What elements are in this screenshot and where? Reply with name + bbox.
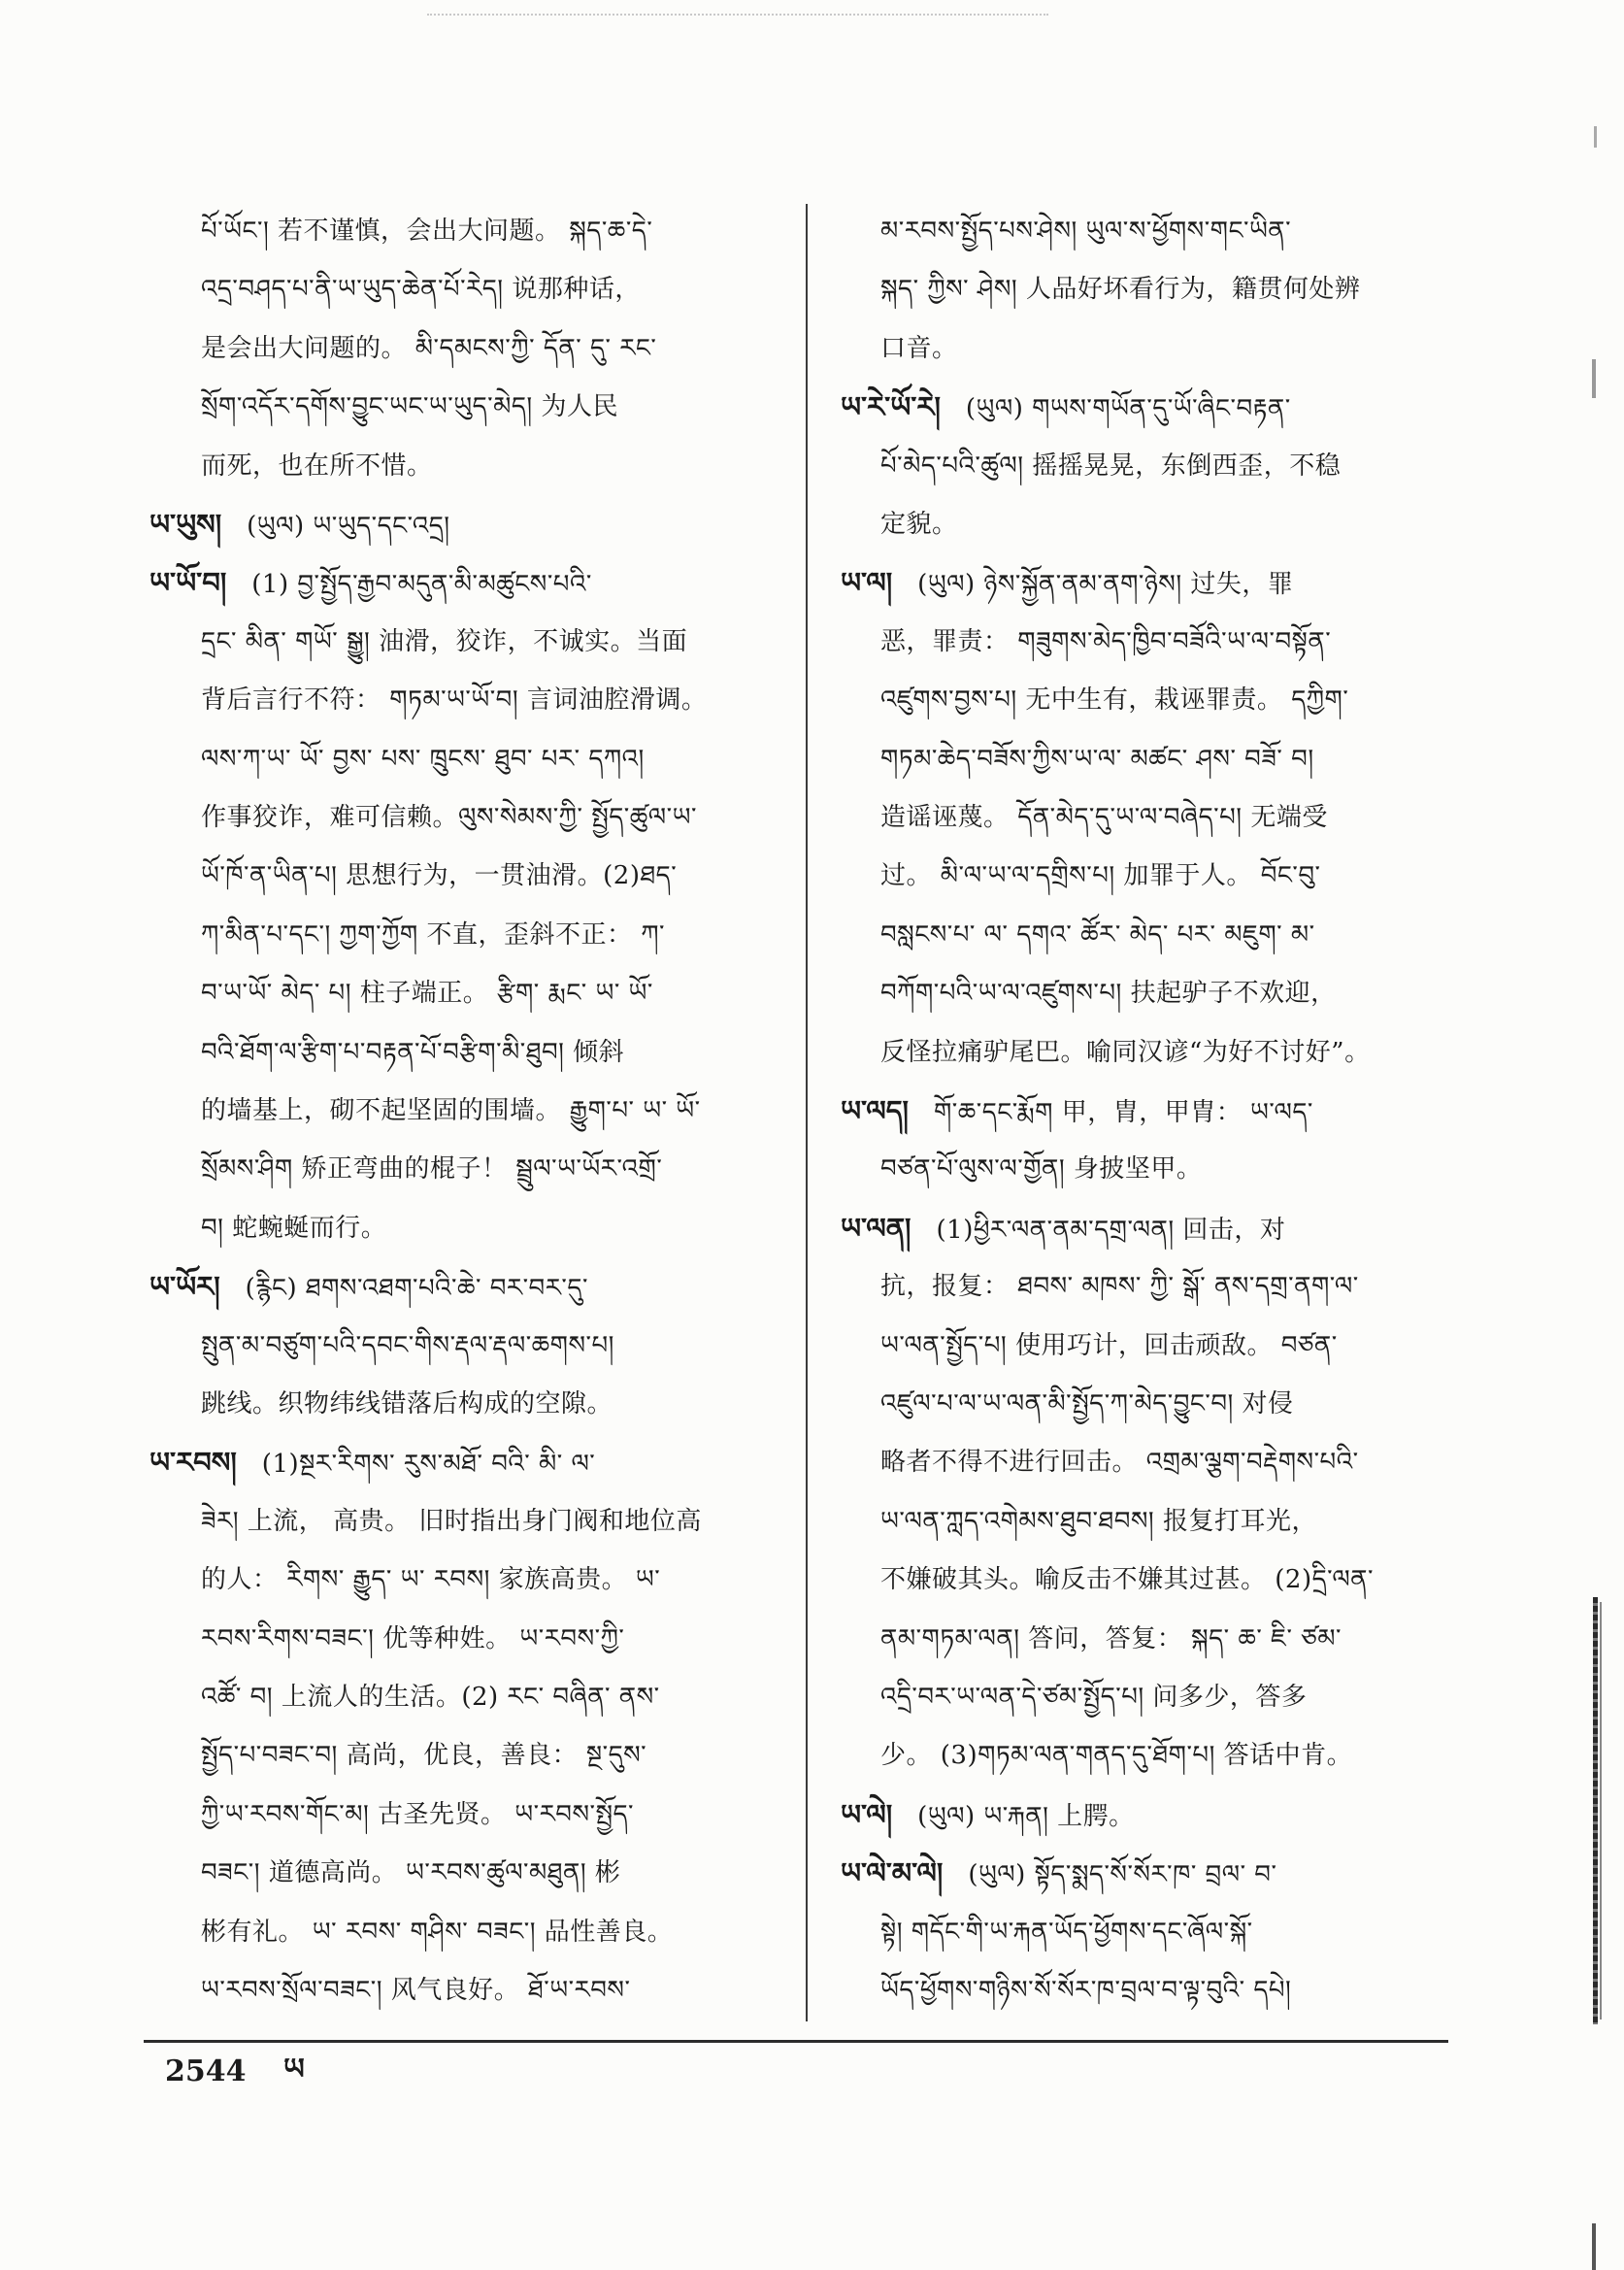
definition-text: 过。 མི་ལ་ཡ་ལ་དགྲིས་པ། 加罪于人。 བོང་བུ་ [880,861,1321,891]
headword: ཡ་ལེ། [841,1797,893,1831]
scan-edge-mark [1592,2223,1596,2270]
text-line [201,1668,779,1726]
footer-rule [144,2040,1448,2043]
page-number: 2544 [165,2054,247,2088]
text-line [201,613,779,671]
definition-text: ཡ་རབས་སྲོལ་བཟང་། 风气良好。 ཐོ་ཡ་རབས་ [201,1976,631,2005]
entry-headword-line [841,1199,1480,1257]
text-line [880,730,1480,788]
definition-text: འཚོ་ བ། 上流人的生活。(2) རང་ བཞིན་ ནས་ [201,1683,660,1712]
text-line [201,1375,779,1433]
definition-text: 少。 (3)གཏམ་ལན་གནད་དུ་ཐོག་པ། 答话中肯。 [880,1741,1353,1771]
definition-text: གོ་ཆ་དང་རྨོག 甲，胄，甲胄： ཡ་ལད་ [933,1098,1313,1127]
text-line [201,319,779,378]
definition-text: 口音。 [880,333,958,363]
definition-text: ཟེར། 上流， 高贵。 旧时指出身门阀和地位高 [201,1506,702,1536]
definition-text: པོ་ཡོང་། 若不谨慎，会出大问题。 སྐད་ཆ་དེ་ [201,217,653,246]
text-line [880,1610,1480,1668]
definition-text: 作事狡诈，难可信赖。ལུས་སེམས་ཀྱི་ སྤྱོད་ཚུལ་ཡ་ [201,803,697,832]
headword: ཡ་ཡུས། [149,508,222,541]
text-line [880,613,1480,671]
definition-text: 跳线。织物纬线错落后构成的空隙。 [201,1389,613,1419]
definition-text: 反怪拉痛驴尾巴。喻同汉谚“为好不讨好”。 [880,1037,1371,1067]
definition-text: 彬有礼。 ཡ་ རབས་ གཤིས་ བཟང་། 品性善良。 [201,1917,674,1947]
text-line [201,671,779,729]
definition-text: 定貌。 [880,510,958,539]
text-line [201,1317,779,1375]
scan-edge-mark [1593,1597,1598,2024]
text-line [201,1023,779,1082]
definition-text: འཛུགས་བྱས་པ། 无中生有，栽诬罪责。 དཀྱིག་ [880,685,1349,716]
definition-text: (ཡུལ) ཉེས་སྐྱོན་ནམ་ནག་ཉེས། 过失，罪 [917,570,1294,600]
text-line [201,202,779,260]
headword: ཡ་ལན། [841,1211,911,1245]
text-line [880,495,1480,553]
headword: ཡ་རེ་ཡོ་རེ། [841,390,941,424]
definition-text: (ཡུལ) ཡ་རྐན། 上腭。 [917,1801,1135,1831]
text-line [880,906,1480,964]
text-line [201,437,779,495]
text-line [201,964,779,1022]
definition-text: བ། 蛇蜿蜒而行。 [201,1213,387,1243]
text-line [880,1961,1480,2020]
definition-text: (རྙིང) ཐགས་འཐག་པའི་ཆེ་ བར་བར་དུ་ [245,1274,588,1304]
definition-text: ཀ་མིན་པ་དང་། ཀྱག་ཀྱོག 不直，歪斜不正： ཀ་ [201,919,665,950]
text-line [201,788,779,847]
text-line [880,788,1480,847]
column-divider [806,204,808,2021]
definition-text: 是会出大问题的。 མི་དམངས་ཀྱི་ དོན་ དུ་ རང་ [201,333,657,363]
text-line [880,1492,1480,1551]
left-column [146,202,779,2023]
scan-edge-mark [1592,359,1596,398]
text-line [880,671,1480,729]
definition-text: (1)ཕྱིར་ལན་ནམ་དགྲ་ལན། 回击，对 [936,1215,1286,1245]
text-line [201,1082,779,1140]
text-line [201,730,779,788]
text-line [201,1610,779,1668]
definition-text: བ་ཡ་ཡོ་ མེད་ པ། 柱子端正。 རྩིག་ རྨང་ ཡ་ ཡོ་ [201,979,653,1009]
headword: ཡ་ཡོར། [149,1270,220,1304]
text-line [201,1140,779,1198]
definition-text: (1) བྱ་སྤྱོད་རྒྱབ་མདུན་མི་མཚུངས་པའི་ [251,570,592,600]
text-line [880,260,1480,318]
text-line [880,1140,1480,1198]
text-line [880,202,1480,260]
headword: ཡ་ལད། [841,1094,909,1127]
definition-text: གཏམ་ཆེད་བཟོས་ཀྱིས་ཡ་ལ་ མཚང་ ཤས་ བཟོ་ བ། [880,744,1314,774]
definition-text: 的人： རིགས་ རྒྱུད་ ཡ་ རབས། 家族高贵。 ཡ་ [201,1565,661,1595]
right-column [835,202,1480,2023]
text-line [880,1433,1480,1491]
definition-text: བཀོག་པའི་ཡ་ལ་འཛུགས་པ། 扶起驴子不欢迎， [880,979,1337,1009]
entry-headword-line [841,378,1480,436]
entry-headword-line [149,1257,779,1316]
definition-text: 不嫌破其头。喻反击不嫌其过甚。 (2)དྲི་ལན་ [880,1565,1374,1595]
entry-headword-line [841,553,1480,612]
definition-text: (ཡུལ) སྟོད་སྨད་སོ་སོར་ཁ་ བྲལ་ བ་ [968,1860,1277,1890]
definition-text: བཙན་པོ་ལུས་ལ་གྱོན། 身披坚甲。 [880,1154,1203,1185]
definition-text: ཀྱི་ཡ་རབས་གོང་མ། 古圣先贤。 ཡ་རབས་སྤྱོད་ [201,1799,635,1829]
definition-text: དྲང་ མིན་ གཡོ་ སྒྱུ། 油滑，狡诈，不诚实。当面 [201,626,688,656]
definition-text: པོ་མེད་པའི་ཚུལ། 摇摇晃晃，东倒西歪，不稳 [880,451,1342,481]
headword: ཡ་ཡོ་བ། [149,566,227,600]
text-line [880,1375,1480,1433]
definition-text: (ཡུལ) གཡས་གཡོན་དུ་ཡོ་ཞིང་བརྟན་ [965,394,1291,424]
definition-text: 略者不得不进行回击。 འགྲམ་ལྕག་བརྡེགས་པའི་ [880,1448,1359,1478]
text-line [201,1492,779,1551]
definition-text: སྐད་ ཀྱིས་ ཤེས། 人品好坏看行为，籍贯何处辨 [880,275,1361,305]
text-line [880,1551,1480,1609]
scan-edge-mark [1594,126,1597,148]
definition-text: བཟང་། 道德高尚。 ཡ་རབས་ཚུལ་མཐུན། 彬 [201,1858,621,1888]
text-line [880,1903,1480,1961]
text-line [880,1257,1480,1316]
text-line [880,964,1480,1022]
definition-text: ཡོད་ཕྱོགས་གཉིས་སོ་སོར་ཁ་བྲལ་བ་ལྟ་བུའི་ དཔེ། [880,1976,1292,2005]
definition-text: 的墙基上，砌不起坚固的围墙。 རྒྱུག་པ་ ཡ་ ཡོ་ [201,1096,701,1125]
definition-text: སྲོམས་ཤིག 矫正弯曲的棍子！ སྦྲུལ་ཡ་ཡོར་འགྲོ་ [201,1154,663,1185]
entry-headword-line [841,1786,1480,1844]
entry-headword-line [149,553,779,612]
definition-text: ལས་ཀ་ཡ་ ཡོ་ བྱས་ པས་ ཁྲུངས་ ཐུབ་ པར་ དཀའ། [201,744,645,774]
definition-text: (1)སྔར་རིགས་ རུས་མཐོ་ བའི་ མི་ ལ་ [261,1450,596,1480]
text-line [201,1551,779,1609]
text-line [880,1317,1480,1375]
definition-text: 恶，罪责： གཟུགས་མེད་ཁྱིབ་བཟོའི་ཡ་ལ་བསྟོན་ [880,626,1332,656]
text-line [201,1726,779,1785]
text-line [201,1844,779,1902]
definition-text: ཡ་ལན་སྤྱོད་པ། 使用巧计，回击顽敌。 བཙན་ [880,1330,1338,1360]
definition-text: མ་རབས་སྤྱོད་པས་ཤེས། ཡུལ་ས་ཕྱོགས་གང་ཡིན་ [880,217,1292,246]
text-line [201,847,779,905]
text-line [880,319,1480,378]
text-line [201,1903,779,1961]
definition-text: 抗，报复： ཐབས་ མཁས་ ཀྱི་ སྒོ་ ནས་དགྲ་ནག་ལ་ [880,1272,1359,1302]
definition-text: ཡོ་ཁོ་ན་ཡིན་པ། 思想行为，一贯油滑。(2)ཐད་ [201,861,678,891]
definition-text: 背后言行不符： གཏམ་ཡ་ཡོ་བ། 言词油腔滑调。 [201,685,708,716]
text-line [880,1668,1480,1726]
definition-text: སྤུན་མ་བཙུག་པའི་དབང་གིས་རྡལ་རྡལ་ཆགས་པ། [201,1330,614,1360]
headword: ཡ་ལེ་མ་ལེ། [841,1856,944,1890]
entry-headword-line [841,1082,1480,1140]
text-line [201,1786,779,1844]
text-line [880,1726,1480,1785]
definition-text: འདྲ་བཤད་པ་ནི་ཡ་ཡུད་ཆེན་པོ་རེད། 说那种话， [201,275,641,305]
definition-text: ཡ་ལན་ཀླད་འགེམས་ཐུབ་ཐབས། 报复打耳光， [880,1506,1317,1536]
definition-text: བའི་ཐོག་ལ་རྩིག་པ་བརྟན་པོ་བརྩིག་མི་ཐུབ། 倾斜 [201,1037,625,1067]
text-line [201,260,779,318]
text-line [880,847,1480,905]
definition-text: རབས་རིགས་བཟང་། 优等种姓。 ཡ་རབས་ཀྱི་ [201,1623,625,1653]
running-head-letter: ཡ [283,2053,305,2086]
text-line [201,378,779,436]
text-line [201,1961,779,2020]
definition-text: (ཡུལ) ཡ་ཡུད་དང་འདྲ། [247,512,450,541]
definition-text: འདྲི་བར་ཡ་ལན་དེ་ཙམ་སྤྱོད་པ། 问多少，答多 [880,1683,1308,1712]
definition-text: 而死，也在所不惜。 [201,451,433,481]
headword: ཡ་རབས། [149,1446,237,1480]
headword: ཡ་ལ། [841,566,893,600]
definition-text: སྲོག་འདོར་དགོས་བྱུང་ཡང་ཡ་ཡུད་མེད། 为人民 [201,392,618,422]
entry-headword-line [149,1433,779,1491]
text-line [880,1023,1480,1082]
scan-top-dotted-line [427,14,1048,16]
text-line [880,437,1480,495]
text-line [201,1199,779,1257]
definition-text: ནམ་གཏམ་ལན། 答问，答复： སྐད་ ཆ་ ཇི་ ཙམ་ [880,1623,1342,1653]
definition-text: བསླངས་པ་ ལ་ དགའ་ ཚོར་ མེད་ པར་ མཇུག་ མ་ [880,919,1315,950]
entry-headword-line [841,1844,1480,1902]
definition-text: སྤྱོད་པ་བཟང་བ། 高尚，优良，善良： སྔ་དུས་ [201,1741,647,1771]
scan-edge-mark [1600,1602,1602,2020]
definition-text: སྟེ། གདོང་གི་ཡ་རྐན་ཡོད་ཕྱོགས་དང་ཞོལ་སྐོ་ [880,1917,1253,1947]
definition-text: 造谣诬蔑。 དོན་མེད་དུ་ཡ་ལ་བཞེད་པ། 无端受 [880,803,1328,832]
text-line [201,906,779,964]
entry-headword-line [149,495,779,553]
definition-text: འཛུལ་པ་ལ་ཡ་ལན་མི་སྤྱོད་ཀ་མེད་བྱུང་བ། 对侵 [880,1389,1294,1419]
